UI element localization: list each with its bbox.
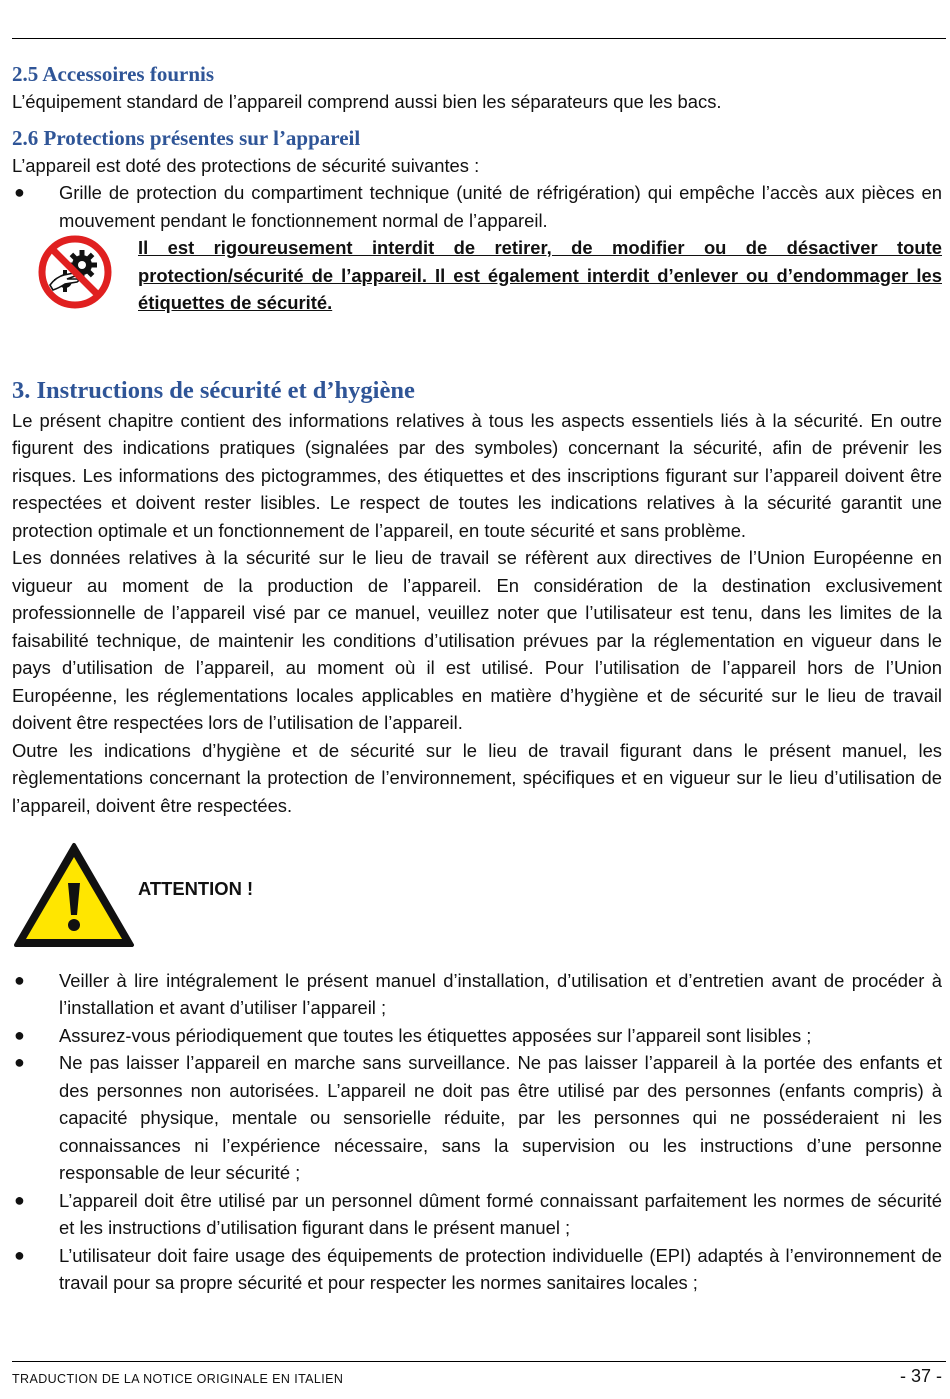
content — [12, 60, 942, 1297]
list-item — [12, 1187, 942, 1242]
section-2-5-text: L’équipement standard de l’appareil comprend aussi bien les séparateurs que les bacs. — [12, 91, 722, 112]
bullet-icon: ● — [14, 1244, 25, 1265]
header-rule — [12, 38, 946, 39]
list-item-text: Assurez-vous périodiquement que toutes les étiquettes apposées sur l’appareil sont lisibles ; — [59, 1024, 812, 1046]
section-2-6-bullets — [12, 179, 942, 234]
footer-rule — [12, 1361, 946, 1362]
bullet-icon: ● — [14, 969, 25, 990]
list-item-text: Ne pas laisser l’appareil en marche sans surveillance. Ne pas laisser l’appareil à la portée des enfants et des personnes non autorisées. L’appareil ne doit pas être utilisé par des personnes (enfants compris) à capacité physique, mentale ou sensorielle réduite, par les personnes qui ne posséderaient ni les connaissances ni l’expérience nécessaire, sans la supervision ou les instructions d’une personne responsable de leur sécurité ; — [59, 1052, 942, 1183]
document-page — [12, 0, 942, 1399]
list-item — [12, 1049, 942, 1187]
section-3-bullets — [12, 967, 942, 1297]
list-item-text: L’appareil doit être utilisé par un personnel dûment formé connaissant parfaitement les normes de sécurité et les instructions d’utilisation figurant dans le présent manuel ; — [59, 1189, 942, 1238]
bullet-icon: ● — [14, 182, 25, 202]
list-item-text: Veiller à lire intégralement le présent manuel d’installation, d’utilisation et d’entretien avant de procéder à l’installation et avant d’utiliser l’appareil ; — [59, 969, 942, 1018]
section-2-6-title: 2.6 Protections présentes sur l’appareil — [12, 125, 361, 150]
bullet-icon: ● — [14, 1024, 25, 1045]
list-item — [12, 1242, 942, 1297]
section-3-paragraph: Le présent chapitre contient des informations relatives à tous les aspects essentiels liés à la sécurité. En outre figurent des indications pratiques (signalées par des symboles) concernant la sécurité, afin de prévenir les risques. Les informations des pictogrammes, des étiquettes et des inscriptions figurant sur l’appareil doivent être respectées et doivent rester lisibles. Le respect de toutes les indications relatives à la sécurité garantit une protection optimale et un fonctionnement de l’appareil, en toute sécurité et sans problème. — [12, 409, 942, 541]
attention-notice — [12, 841, 942, 957]
section-3-title: 3. Instructions de sécurité et d’hygiène — [12, 376, 415, 404]
list-item — [12, 179, 942, 234]
bullet-icon: ● — [14, 1052, 25, 1072]
list-item — [12, 967, 942, 1022]
section-2-6-intro: L’appareil est doté des protections de sécurité suivantes : — [12, 154, 480, 176]
prohibition-warning-text: Il est rigoureusement interdit de retirer, de modifier ou de désactiver toute protection/sécurité de l’appareil. Il est également interdit d’enlever ou d’endommager les étiquettes de sécurité. — [138, 237, 942, 313]
attention-label: ATTENTION ! — [138, 878, 254, 899]
no-touching-gears-icon — [38, 235, 112, 309]
list-item-text: Grille de protection du compartiment technique (unité de réfrigération) qui empêche l’accès aux pièces en mouvement pendant le fonctionnement normal de l’appareil. — [59, 182, 942, 231]
footer-note: TRADUCTION DE LA NOTICE ORIGINALE EN ITALIEN — [12, 1372, 344, 1386]
prohibition-notice — [12, 234, 942, 317]
list-item — [12, 1022, 942, 1050]
section-2-5-title: 2.5 Accessoires fournis — [12, 62, 215, 86]
list-item-text: L’utilisateur doit faire usage des équipements de protection individuelle (EPI) adaptés à l’environnement de travail pour sa propre sécurité et pour respecter les normes sanitaires locales ; — [59, 1244, 942, 1293]
section-3-paragraph: Outre les indications d’hygiène et de sécurité sur le lieu de travail figurant dans le présent manuel, les règlementations concernant la protection de l’environnement, spécifiques et en vigueur sur le lieu d’utilisation de l’appareil, doivent être respectées. — [12, 739, 942, 816]
section-3-paragraph: Les données relatives à la sécurité sur le lieu de travail se réfèrent aux directives de l’Union Européenne en vigueur au moment de la production de l’appareil. En considération de la destination exclusivement professionnelle de l’appareil visé par ce manuel, veuillez noter que l’utilisateur est tenu, dans les limites de la faisabilité technique, de maintenir les conditions d’utilisation prévues par la réglementation en vigueur dans le pays d’utilisation de l’appareil, au moment où il est utilisé. Pour l’utilisation de l’appareil hors de l’Union Européenne, les réglementations locales applicables en matière d’hygiène et de sécurité sur le lieu de travail doivent être respectées lors de l’utilisation de l’appareil. — [12, 547, 942, 733]
bullet-icon: ● — [14, 1189, 25, 1210]
page-number: - 37 - — [899, 1366, 942, 1386]
warning-triangle-icon — [12, 841, 136, 949]
